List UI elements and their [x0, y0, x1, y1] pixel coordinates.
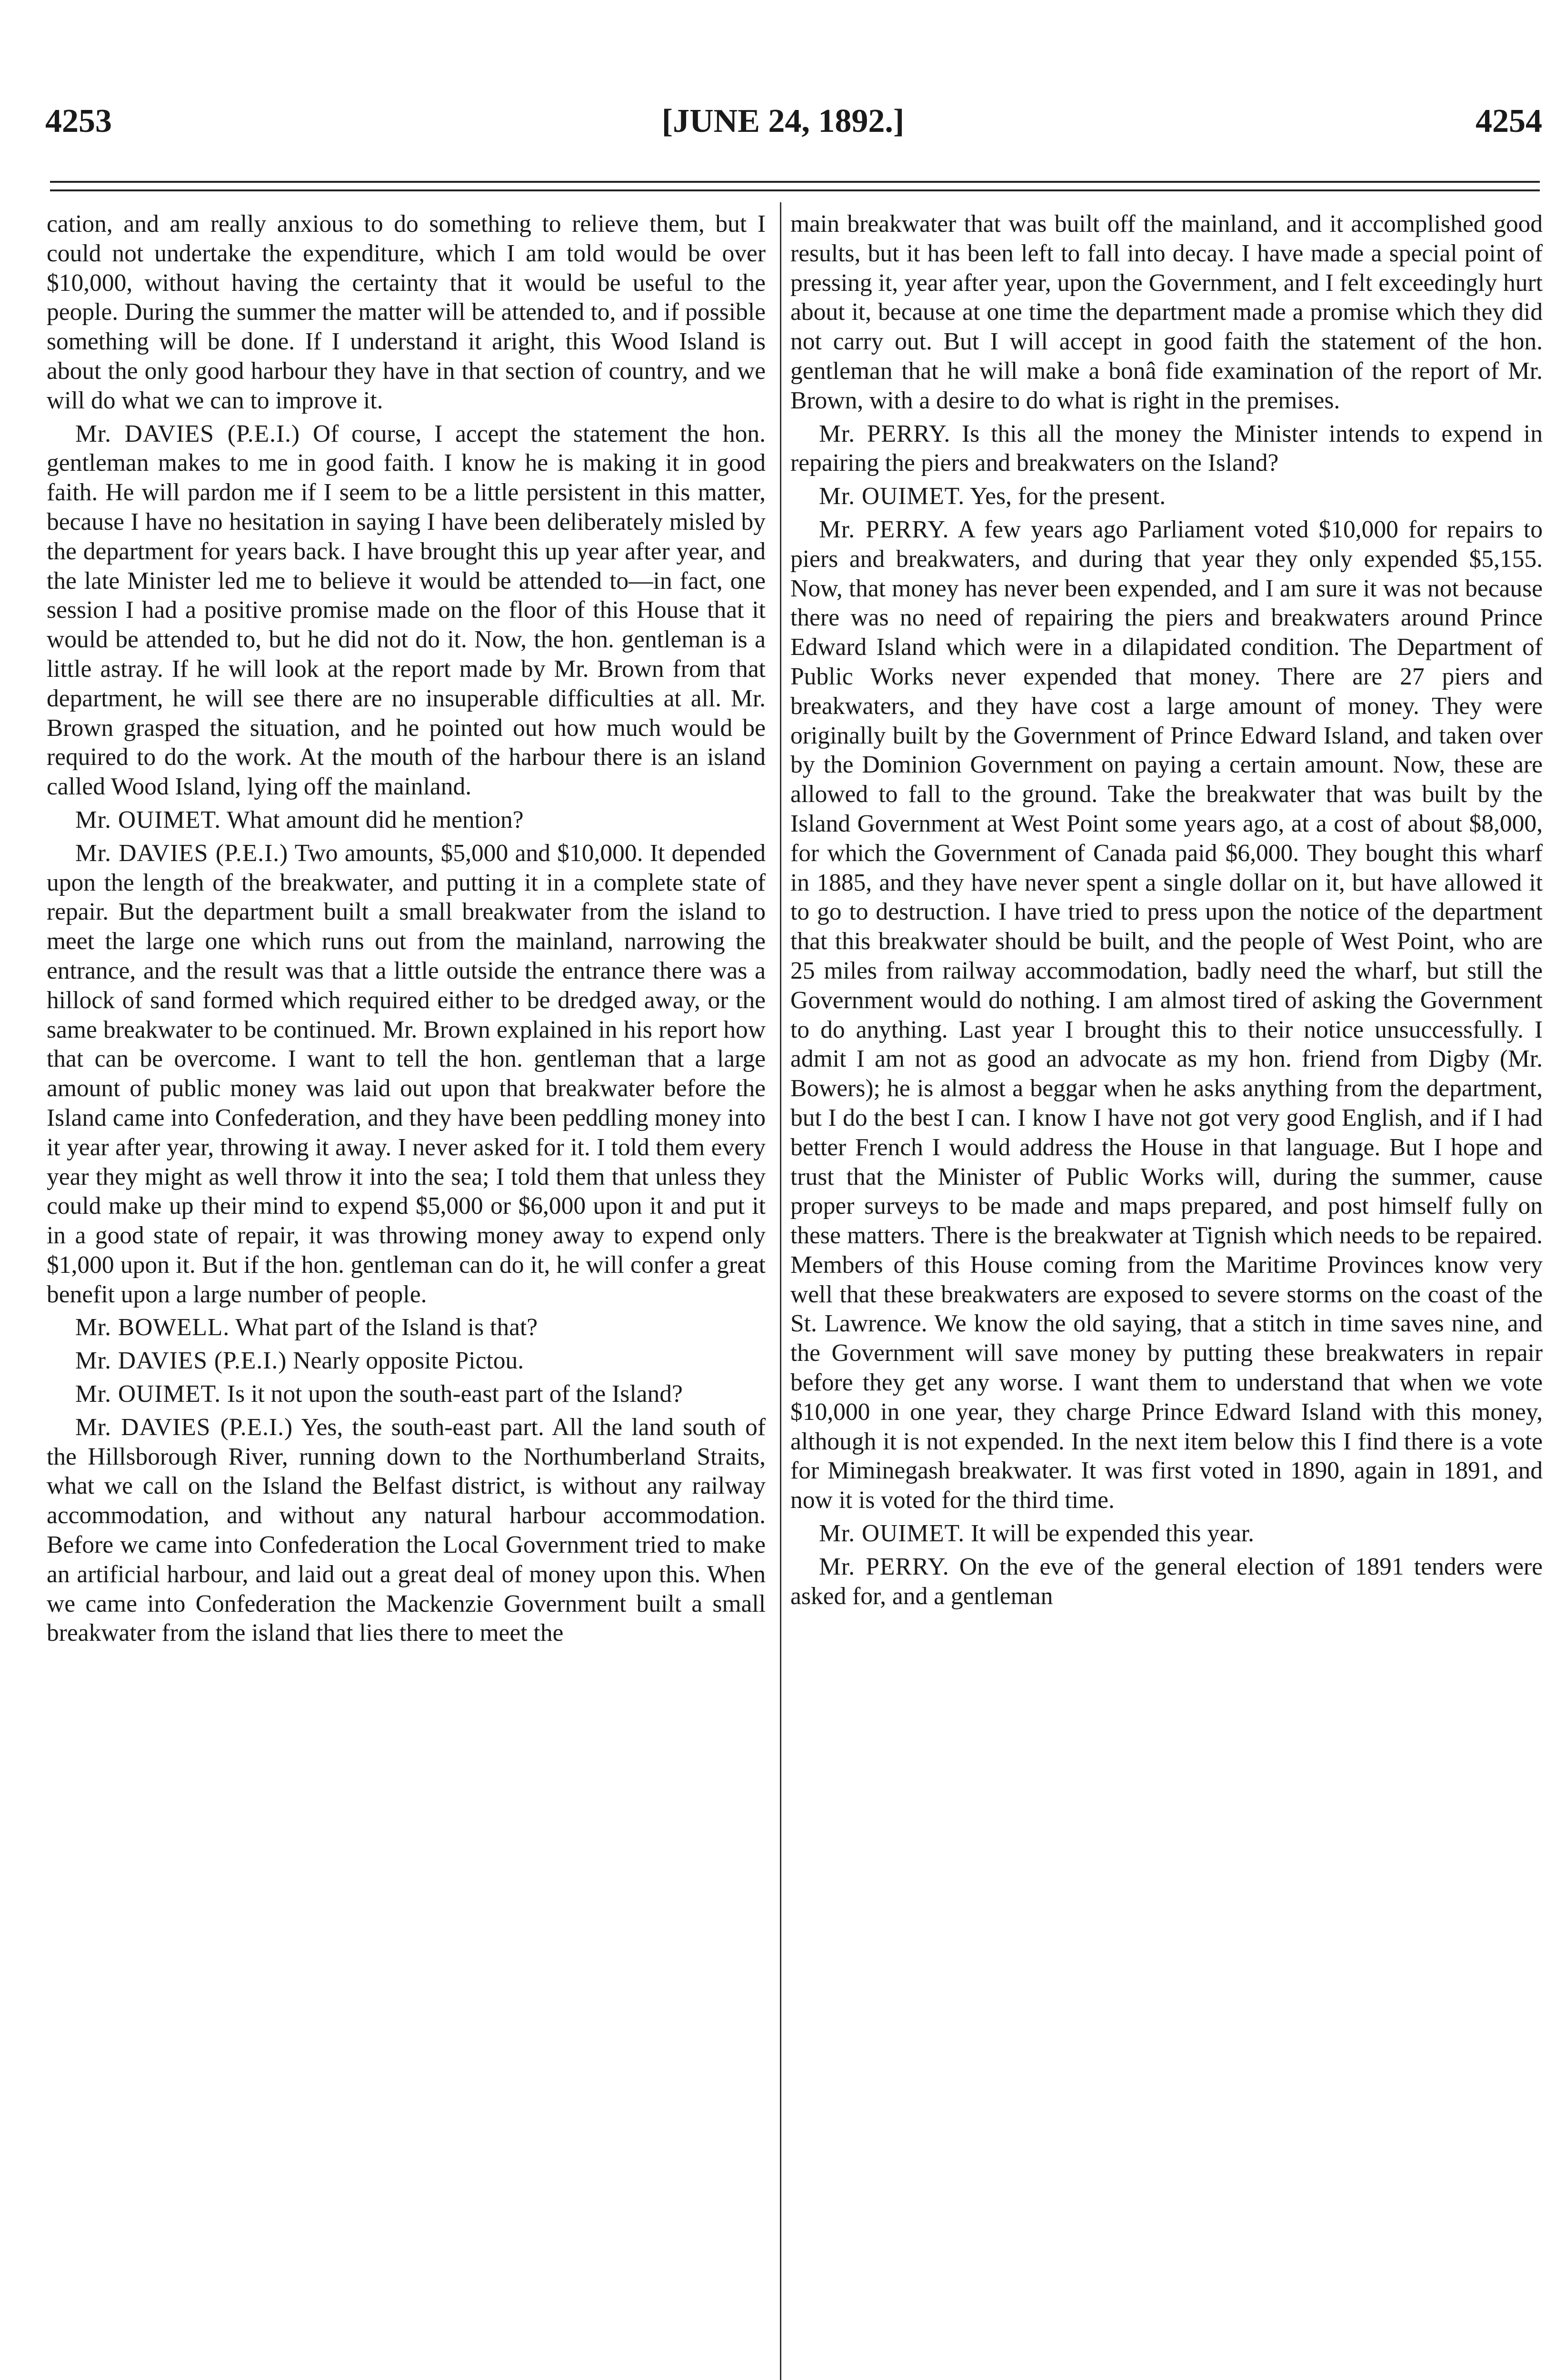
paragraph: Mr. DAVIES (P.E.I.) Nearly opposite Pictou. — [75, 1347, 524, 1375]
paragraph: Mr. PERRY. Is this all the money the Minister intends to expend in repairing the piers and breakwaters on the Island? — [790, 420, 1543, 477]
paragraph: Mr. OUIMET. Is it not upon the south-east part of the Island? — [75, 1380, 683, 1408]
speaker-name: Mr. PERRY. — [819, 516, 949, 543]
column-divider — [780, 202, 781, 2380]
speaker-name: Mr. DAVIES (P.E.I.) — [75, 420, 300, 447]
header-rule-top — [50, 181, 1540, 183]
page-header — [0, 102, 1566, 145]
paragraph: Mr. DAVIES (P.E.I.) Yes, the south-east part. All the land south of the Hillsborough River, running down to the Northumberland Straits, what we call on the Island the Belfast district, is without any railway accommodation, and without any natural harbour accommodation. Before we came into Confederation the Local Government tried to make an artificial harbour, and laid out a great deal of money upon this. When we came into Confederation the Mackenzie Government built a small breakwater from the island that lies there to meet the — [47, 1413, 766, 1647]
header-rule-bottom — [50, 189, 1540, 191]
paragraph: Mr. BOWELL. What part of the Island is that? — [75, 1314, 538, 1341]
paragraph: Mr. PERRY. A few years ago Parliament voted $10,000 for repairs to piers and breakwaters, and during that year they only expended $5,155. Now, that money has never been expended, and I am sure it was not because there was no need of repairing the piers and breakwaters around Prince Edward Island which were in a dilapidated condition. The Department of Public Works never expended that money. There are 27 piers and breakwaters, and they have cost a large amount of money. They were originally built by the Government of Prince Edward Island, and taken over by the Dominion Government on paying a certain amount. Now, these are allowed to fall to the ground. Take the breakwater that was built by the Island Government at West Point some years ago, at a cost of about $8,000, for which the Government of Canada paid $6,000. They bought this wharf in 1885, and they have never spent a single dollar on it, but have allowed it to go to destruction. I have tried to press upon the notice of the department that this breakwater should be built, and the people of West Point, who are 25 miles from railway accommodation, badly need the wharf, but still the Government would do nothing. I am almost tired of asking the Government to do anything. Last year I brought this to their notice unsuccessfully. I admit I am not as good an advocate as my hon. friend from Digby (Mr. Bowers); he is almost a beggar when he asks anything from the department, but I do the best I can. I know I have not got very good English, and if I had better French I would address the House in that language. But I hope and trust that the Minister of Public Works will, during the summer, cause proper surveys to be made and maps prepared, and post himself fully on these matters. There is the breakwater at Tignish which needs to be repaired. Members of this House coming from the Maritime Provinces know very well that these breakwaters are exposed to severe storms on the coast of the St. Lawrence. We know the old saying, that a stitch in time saves nine, and the Government will save money by putting these breakwaters in repair before they get any worse. I want them to understand that when we vote $10,000 in one year, they charge Prince Edward Island with this money, although it is not expended. In the next item below this I find there is a vote for Miminegash breakwater. It was first voted in 1890, again in 1891, and now it is voted for the third time. — [790, 516, 1543, 1514]
paragraph: Mr. DAVIES (P.E.I.) Of course, I accept the statement the hon. gentleman makes to me in good faith. I know he is making it in good faith. He will pardon me if I seem to be a little persistent in this matter, because I have no hesitation in saying I have been deliberately misled by the department for years back. I have brought this up year after year, and the late Minister led me to believe it would be attended to—in fact, one session I had a positive promise made on the floor of this House that it would be attended to, but he did not do it. Now, the hon. gentleman is a little astray. If he will look at the report made by Mr. Brown from that department, he will see there are no insuperable difficulties at all. Mr. Brown grasped the situation, and he pointed out how much would be required to do the work. At the mouth of the harbour there is an island called Wood Island, lying off the mainland. — [47, 420, 766, 801]
paragraph: Mr. OUIMET. It will be expended this year. — [819, 1520, 1254, 1547]
left-page-number: 4253 — [45, 103, 112, 139]
speaker-name: Mr. OUIMET. — [819, 483, 965, 510]
speaker-name: Mr. DAVIES (P.E.I.) — [75, 1413, 293, 1441]
speaker-name: Mr. PERRY. — [819, 1553, 949, 1580]
speaker-name: Mr. DAVIES (P.E.I.) — [75, 839, 289, 867]
paragraph: Mr. OUIMET. What amount did he mention? — [75, 806, 524, 833]
paragraph: main breakwater that was built off the mainland, and it accomplished good results, but it has been left to fall into decay. I have made a special point of pressing it, year after year, upon the Government, and I felt exceedingly hurt about it, because at one time the department made a promise which they did not carry out. But I will accept in good faith the statement of the hon. gentleman that he will make a bonâ fide examination of the report of Mr. Brown, with a desire to do what is right in the premises. — [790, 210, 1543, 414]
speaker-name: Mr. OUIMET. — [819, 1520, 965, 1547]
paragraph: Mr. DAVIES (P.E.I.) Two amounts, $5,000 and $10,000. It depended upon the length of the breakwater, and putting it in a complete state of repair. But the department built a small breakwater from the island to meet the large one which runs out from the mainland, narrowing the entrance, and the result was that a little outside the entrance there was a hillock of sand formed which required either to be dredged away, or the same breakwater to be continued. Mr. Brown explained in his report how that can be overcome. I want to tell the hon. gentleman that a large amount of public money was laid out upon that breakwater before the Island came into Confederation, and they have been peddling money into it year after year, throwing it away. I never asked for it. I told them every year they might as well throw it into the sea; I told them that unless they could make up their mind to expend $5,000 or $6,000 upon it and put it in a good state of repair, it was throwing money away to expend only $1,000 upon it. But if the hon. gentleman can do it, he will confer a great benefit upon a large number of people. — [47, 839, 766, 1308]
speaker-name: Mr. BOWELL. — [75, 1314, 230, 1341]
right-page-number: 4254 — [1476, 103, 1542, 139]
speaker-name: Mr. OUIMET. — [75, 806, 221, 833]
date-heading: [JUNE 24, 1892.] — [661, 103, 905, 139]
left-column — [47, 209, 766, 1648]
paragraph: Mr. OUIMET. Yes, for the present. — [819, 483, 1166, 510]
speaker-name: Mr. DAVIES (P.E.I.) — [75, 1347, 287, 1375]
paragraph: Mr. PERRY. On the eve of the general election of 1891 tenders were asked for, and a gentleman — [790, 1553, 1543, 1610]
paragraph: cation, and am really anxious to do something to relieve them, but I could not undertake the expenditure, which I am told would be over $10,000, without having the certainty that it would be useful to the people. During the summer the matter will be attended to, and if possible something will be done. If I understand it aright, this Wood Island is about the only good harbour they have in that section of country, and we will do what we can to improve it. — [47, 210, 766, 414]
right-column — [790, 209, 1543, 1611]
speaker-name: Mr. OUIMET. — [75, 1380, 221, 1408]
speaker-name: Mr. PERRY. — [819, 420, 951, 447]
